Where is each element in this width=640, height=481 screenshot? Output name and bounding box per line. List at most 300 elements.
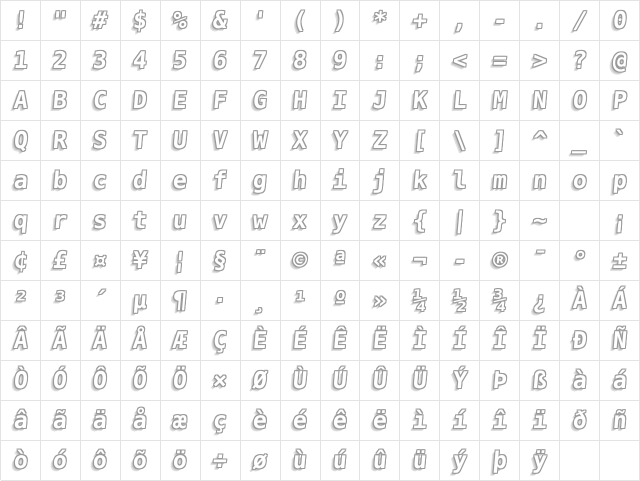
glyph-cell[interactable] — [121, 441, 161, 481]
glyph: s — [92, 208, 109, 234]
glyph: Ð — [571, 328, 588, 354]
glyph-cell[interactable] — [241, 121, 281, 161]
glyph-cell[interactable] — [360, 401, 400, 441]
glyph-cell[interactable] — [600, 361, 640, 401]
glyph-cell[interactable] — [201, 41, 241, 81]
glyph-cell[interactable] — [201, 401, 241, 441]
glyph: þ — [491, 448, 508, 474]
glyph-cell[interactable] — [81, 81, 121, 121]
glyph-cell[interactable] — [161, 401, 201, 441]
glyph-cell[interactable] — [600, 81, 640, 121]
glyph-cell[interactable] — [81, 281, 121, 321]
glyph: _ — [571, 128, 588, 154]
glyph-cell[interactable] — [600, 161, 640, 201]
glyph: Ï — [531, 328, 548, 354]
glyph: Ì — [411, 328, 428, 354]
glyph: ] — [491, 128, 508, 154]
glyph: \ — [451, 128, 468, 154]
glyph: Í — [451, 328, 468, 354]
glyph-cell[interactable] — [360, 1, 400, 41]
glyph-cell[interactable] — [241, 81, 281, 121]
glyph-cell[interactable] — [440, 1, 480, 41]
glyph: ² — [12, 288, 29, 314]
glyph: C — [92, 88, 109, 114]
glyph-cell[interactable] — [520, 401, 560, 441]
glyph-cell[interactable] — [560, 361, 600, 401]
glyph: å — [132, 408, 149, 434]
glyph: ò — [12, 448, 29, 474]
glyph-cell[interactable] — [440, 441, 480, 481]
glyph: I — [331, 88, 349, 114]
glyph-cell[interactable] — [321, 401, 361, 441]
glyph-cell[interactable] — [281, 321, 321, 361]
glyph-cell[interactable] — [520, 241, 560, 281]
glyph: < — [451, 48, 468, 74]
glyph: i — [331, 168, 349, 194]
glyph-cell[interactable] — [121, 81, 161, 121]
glyph-cell[interactable] — [560, 401, 600, 441]
glyph: ) — [331, 8, 349, 34]
glyph-cell[interactable] — [1, 41, 41, 81]
glyph-cell[interactable] — [360, 41, 400, 81]
glyph: # — [92, 8, 109, 34]
glyph-cell[interactable] — [281, 81, 321, 121]
glyph: [ — [411, 128, 428, 154]
glyph-cell[interactable] — [281, 121, 321, 161]
glyph-cell[interactable] — [241, 401, 281, 441]
glyph: ` — [611, 128, 628, 154]
glyph: ø — [252, 448, 269, 474]
glyph-cell[interactable] — [400, 241, 440, 281]
glyph-cell[interactable] — [41, 161, 81, 201]
glyph: 4 — [132, 48, 149, 74]
glyph: Æ — [172, 328, 189, 354]
glyph-cell[interactable] — [480, 201, 520, 241]
glyph-cell[interactable] — [161, 361, 201, 401]
glyph: ¿ — [531, 288, 548, 314]
glyph-cell[interactable] — [600, 41, 640, 81]
glyph-cell[interactable] — [520, 361, 560, 401]
glyph: È — [252, 328, 269, 354]
glyph: Ý — [451, 368, 468, 394]
glyph-cell[interactable] — [161, 161, 201, 201]
glyph-cell[interactable] — [440, 41, 480, 81]
glyph: d — [132, 168, 149, 194]
glyph-cell[interactable] — [41, 281, 81, 321]
glyph-cell[interactable] — [400, 281, 440, 321]
glyph-cell[interactable] — [161, 441, 201, 481]
glyph-cell[interactable] — [161, 121, 201, 161]
glyph: * — [371, 8, 388, 34]
glyph: ½ — [451, 288, 468, 314]
glyph-cell[interactable] — [600, 321, 640, 361]
glyph-cell[interactable] — [400, 401, 440, 441]
glyph: Ü — [411, 368, 428, 394]
glyph: Ú — [331, 368, 349, 394]
glyph-cell[interactable] — [161, 1, 201, 41]
glyph-cell[interactable] — [241, 241, 281, 281]
glyph-cell[interactable] — [1, 441, 41, 481]
glyph-cell[interactable] — [440, 241, 480, 281]
glyph-cell[interactable] — [161, 201, 201, 241]
glyph-cell[interactable] — [520, 201, 560, 241]
glyph: 6 — [212, 48, 229, 74]
glyph-cell[interactable] — [281, 161, 321, 201]
glyph-cell[interactable] — [121, 361, 161, 401]
glyph-cell[interactable] — [560, 121, 600, 161]
glyph: ± — [611, 248, 628, 274]
glyph: F — [212, 88, 229, 114]
glyph-cell[interactable] — [41, 1, 81, 41]
glyph: Ç — [212, 328, 229, 354]
glyph-cell[interactable] — [201, 1, 241, 41]
glyph-cell[interactable] — [560, 321, 600, 361]
glyph-cell[interactable] — [520, 281, 560, 321]
glyph-cell[interactable] — [520, 121, 560, 161]
glyph: W — [252, 128, 269, 154]
glyph-cell[interactable] — [121, 281, 161, 321]
glyph: ° — [571, 248, 588, 274]
glyph-cell[interactable] — [360, 441, 400, 481]
glyph-cell[interactable] — [41, 241, 81, 281]
glyph: $ — [132, 8, 149, 34]
glyph-cell[interactable] — [560, 1, 600, 41]
glyph-cell[interactable] — [81, 401, 121, 441]
glyph-cell[interactable] — [480, 161, 520, 201]
glyph-cell[interactable] — [1, 121, 41, 161]
glyph: Ø — [252, 368, 269, 394]
glyph-cell[interactable] — [321, 361, 361, 401]
glyph: m — [491, 168, 508, 194]
glyph: p — [611, 168, 628, 194]
glyph: M — [491, 88, 508, 114]
glyph-cell[interactable] — [161, 241, 201, 281]
glyph-cell[interactable] — [41, 321, 81, 361]
glyph-cell[interactable] — [241, 441, 281, 481]
glyph-cell[interactable] — [400, 121, 440, 161]
glyph-cell[interactable] — [480, 401, 520, 441]
glyph-cell[interactable] — [41, 41, 81, 81]
glyph: ÿ — [531, 448, 548, 474]
glyph-cell[interactable] — [161, 281, 201, 321]
glyph: b — [52, 168, 69, 194]
glyph: r — [52, 208, 69, 234]
glyph: O — [571, 88, 588, 114]
glyph-cell[interactable] — [520, 81, 560, 121]
glyph-cell[interactable] — [241, 41, 281, 81]
glyph: X — [291, 128, 309, 154]
glyph-cell[interactable] — [600, 1, 640, 41]
glyph: P — [611, 88, 628, 114]
glyph-cell[interactable] — [41, 81, 81, 121]
glyph: 8 — [291, 48, 309, 74]
glyph: 2 — [52, 48, 69, 74]
glyph: Z — [371, 128, 388, 154]
glyph: ì — [411, 408, 428, 434]
glyph-cell[interactable] — [600, 241, 640, 281]
glyph-cell[interactable] — [281, 1, 321, 41]
glyph: E — [172, 88, 189, 114]
glyph-cell[interactable] — [600, 441, 640, 481]
glyph: e — [172, 168, 189, 194]
glyph: ~ — [531, 208, 548, 234]
glyph: l — [451, 168, 468, 194]
glyph-cell[interactable] — [241, 281, 281, 321]
glyph-cell[interactable] — [41, 401, 81, 441]
glyph-cell[interactable] — [560, 241, 600, 281]
glyph: x — [291, 208, 309, 234]
glyph-cell[interactable] — [41, 441, 81, 481]
glyph: Á — [611, 288, 628, 314]
glyph-cell[interactable] — [201, 161, 241, 201]
glyph-cell[interactable] — [241, 161, 281, 201]
glyph-cell[interactable] — [440, 281, 480, 321]
glyph: Ñ — [611, 328, 628, 354]
glyph-cell[interactable] — [81, 241, 121, 281]
glyph: Â — [12, 328, 29, 354]
glyph-cell[interactable] — [400, 1, 440, 41]
glyph: % — [172, 8, 189, 34]
glyph: £ — [52, 248, 69, 274]
glyph: V — [212, 128, 229, 154]
glyph-cell[interactable] — [241, 201, 281, 241]
glyph-cell[interactable] — [41, 121, 81, 161]
glyph: ¶ — [172, 288, 189, 314]
glyph: U — [172, 128, 189, 154]
glyph-cell[interactable] — [81, 321, 121, 361]
glyph-cell[interactable] — [1, 281, 41, 321]
glyph-cell[interactable] — [41, 201, 81, 241]
glyph-cell[interactable] — [560, 161, 600, 201]
glyph-cell[interactable] — [161, 41, 201, 81]
glyph: Ë — [371, 328, 388, 354]
glyph-cell[interactable] — [480, 41, 520, 81]
glyph-cell[interactable] — [41, 361, 81, 401]
glyph-cell[interactable] — [241, 321, 281, 361]
glyph-cell[interactable] — [241, 361, 281, 401]
glyph-cell[interactable] — [560, 201, 600, 241]
glyph: } — [491, 208, 508, 234]
glyph-cell[interactable] — [201, 201, 241, 241]
glyph: ï — [531, 408, 548, 434]
glyph-cell[interactable] — [600, 121, 640, 161]
glyph: ð — [571, 408, 588, 434]
glyph: Õ — [132, 368, 149, 394]
glyph: L — [451, 88, 468, 114]
glyph-cell[interactable] — [520, 41, 560, 81]
glyph: ÷ — [212, 448, 229, 474]
glyph: É — [291, 328, 309, 354]
glyph-cell[interactable] — [201, 81, 241, 121]
glyph-cell[interactable] — [440, 161, 480, 201]
glyph-cell[interactable] — [321, 201, 361, 241]
glyph: ú — [331, 448, 349, 474]
glyph-cell[interactable] — [400, 321, 440, 361]
glyph-cell[interactable] — [321, 1, 361, 41]
glyph-cell[interactable] — [321, 281, 361, 321]
glyph-cell[interactable] — [520, 161, 560, 201]
glyph-cell[interactable] — [560, 441, 600, 481]
glyph-cell[interactable] — [560, 281, 600, 321]
glyph-cell[interactable] — [121, 241, 161, 281]
glyph-cell[interactable] — [161, 81, 201, 121]
glyph-cell[interactable] — [81, 361, 121, 401]
glyph-cell[interactable] — [321, 241, 361, 281]
glyph: ß — [531, 368, 548, 394]
glyph-cell[interactable] — [201, 281, 241, 321]
glyph-cell[interactable] — [400, 441, 440, 481]
glyph-cell[interactable] — [1, 1, 41, 41]
glyph: ë — [371, 408, 388, 434]
glyph-cell[interactable] — [81, 121, 121, 161]
glyph-cell[interactable] — [121, 161, 161, 201]
glyph-cell[interactable] — [1, 321, 41, 361]
glyph-cell[interactable] — [201, 441, 241, 481]
glyph-cell[interactable] — [480, 1, 520, 41]
glyph-cell[interactable] — [81, 201, 121, 241]
glyph-cell[interactable] — [480, 361, 520, 401]
glyph-cell[interactable] — [321, 81, 361, 121]
glyph-cell[interactable] — [321, 121, 361, 161]
glyph: : — [371, 48, 388, 74]
glyph-cell[interactable] — [321, 321, 361, 361]
glyph-cell[interactable] — [121, 401, 161, 441]
glyph-cell[interactable] — [600, 401, 640, 441]
glyph-cell[interactable] — [281, 201, 321, 241]
glyph: ¡ — [611, 208, 628, 234]
glyph-cell[interactable] — [520, 1, 560, 41]
glyph-cell[interactable] — [321, 441, 361, 481]
glyph-cell[interactable] — [480, 81, 520, 121]
glyph: × — [212, 368, 229, 394]
glyph-cell[interactable] — [560, 41, 600, 81]
glyph-cell[interactable] — [440, 401, 480, 441]
glyph: / — [571, 8, 588, 34]
glyph-cell[interactable] — [1, 241, 41, 281]
glyph-cell[interactable] — [400, 161, 440, 201]
glyph-cell[interactable] — [400, 81, 440, 121]
glyph-cell[interactable] — [360, 161, 400, 201]
glyph-cell[interactable] — [1, 401, 41, 441]
glyph: ¦ — [172, 248, 189, 274]
glyph: ' — [252, 8, 269, 34]
glyph: a — [12, 168, 29, 194]
glyph-cell[interactable] — [81, 1, 121, 41]
glyph-cell[interactable] — [161, 321, 201, 361]
glyph-cell[interactable] — [1, 201, 41, 241]
glyph-cell[interactable] — [440, 121, 480, 161]
glyph: ¤ — [92, 248, 109, 274]
glyph-cell[interactable] — [360, 361, 400, 401]
glyph-cell[interactable] — [121, 321, 161, 361]
glyph-cell[interactable] — [281, 441, 321, 481]
glyph-cell[interactable] — [360, 201, 400, 241]
glyph: @ — [611, 48, 628, 74]
glyph: { — [411, 208, 428, 234]
glyph-cell[interactable] — [480, 121, 520, 161]
glyph-cell[interactable] — [440, 321, 480, 361]
glyph-cell[interactable] — [1, 81, 41, 121]
glyph: Ó — [52, 368, 69, 394]
glyph-cell[interactable] — [600, 201, 640, 241]
glyph-cell[interactable] — [121, 121, 161, 161]
glyph: » — [371, 288, 388, 314]
glyph-cell[interactable] — [201, 241, 241, 281]
glyph-cell[interactable] — [201, 321, 241, 361]
glyph-cell[interactable] — [600, 281, 640, 321]
glyph-cell[interactable] — [400, 201, 440, 241]
glyph-cell[interactable] — [360, 281, 400, 321]
glyph-cell[interactable] — [360, 241, 400, 281]
glyph-cell[interactable] — [360, 81, 400, 121]
glyph-cell[interactable] — [81, 41, 121, 81]
glyph-cell[interactable] — [241, 1, 281, 41]
glyph: N — [531, 88, 548, 114]
glyph-cell[interactable] — [560, 81, 600, 121]
glyph-cell[interactable] — [281, 401, 321, 441]
glyph: 9 — [331, 48, 349, 74]
glyph: D — [132, 88, 149, 114]
glyph: 5 — [172, 48, 189, 74]
glyph: u — [172, 208, 189, 234]
glyph: n — [531, 168, 548, 194]
glyph-cell[interactable] — [440, 201, 480, 241]
glyph-cell[interactable] — [81, 441, 121, 481]
glyph-cell[interactable] — [480, 241, 520, 281]
glyph: « — [371, 248, 388, 274]
glyph-cell[interactable] — [321, 41, 361, 81]
glyph-cell[interactable] — [520, 441, 560, 481]
glyph: â — [12, 408, 29, 434]
glyph: Ù — [291, 368, 309, 394]
glyph: h — [291, 168, 309, 194]
glyph-cell[interactable] — [281, 281, 321, 321]
glyph-cell[interactable] — [1, 361, 41, 401]
glyph-cell[interactable] — [520, 321, 560, 361]
glyph-cell[interactable] — [480, 441, 520, 481]
glyph: w — [252, 208, 269, 234]
glyph-cell[interactable] — [480, 321, 520, 361]
glyph-cell[interactable] — [281, 41, 321, 81]
glyph: Ö — [172, 368, 189, 394]
glyph-cell[interactable] — [440, 361, 480, 401]
glyph-cell[interactable] — [281, 361, 321, 401]
glyph: õ — [132, 448, 149, 474]
glyph-cell[interactable] — [400, 361, 440, 401]
glyph: à — [571, 368, 588, 394]
glyph-cell[interactable] — [360, 321, 400, 361]
glyph: j — [371, 168, 388, 194]
glyph-cell[interactable] — [400, 41, 440, 81]
glyph: Ê — [331, 328, 349, 354]
glyph-cell[interactable] — [121, 41, 161, 81]
glyph-cell[interactable] — [440, 81, 480, 121]
glyph: ¥ — [132, 248, 149, 274]
glyph-cell[interactable] — [360, 121, 400, 161]
glyph-cell[interactable] — [121, 201, 161, 241]
glyph: c — [92, 168, 109, 194]
glyph-cell[interactable] — [201, 121, 241, 161]
glyph: H — [291, 88, 309, 114]
glyph-cell[interactable] — [121, 1, 161, 41]
glyph: K — [411, 88, 428, 114]
glyph-cell[interactable] — [81, 161, 121, 201]
glyph-cell[interactable] — [480, 281, 520, 321]
glyph-cell[interactable] — [1, 161, 41, 201]
glyph-cell[interactable] — [321, 161, 361, 201]
glyph-cell[interactable] — [281, 241, 321, 281]
glyph-cell[interactable] — [201, 361, 241, 401]
